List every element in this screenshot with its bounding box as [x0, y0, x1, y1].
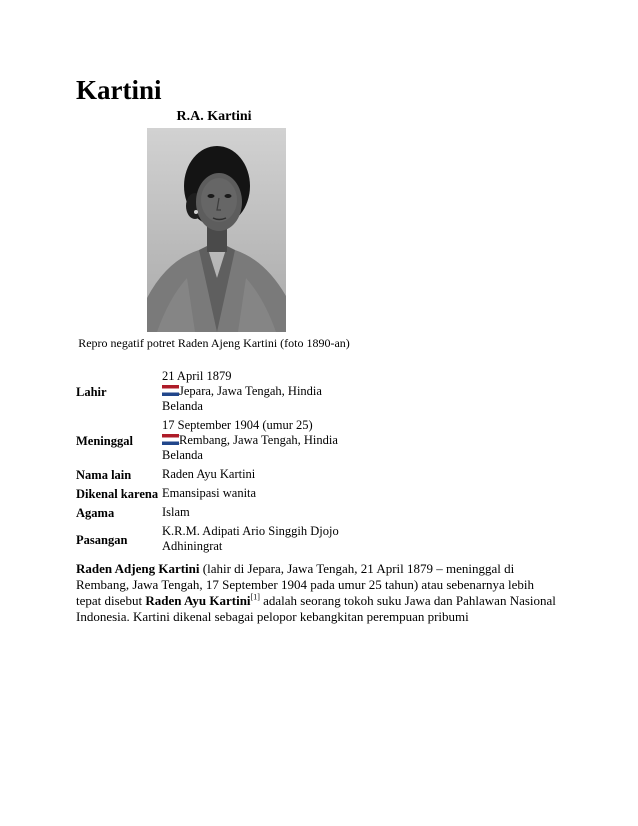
infobox-label: Nama lain: [76, 468, 132, 482]
birth-place[interactable]: Jepara, Jawa Tengah, Hindia Belanda: [162, 384, 322, 413]
infobox-label: Agama: [76, 506, 115, 520]
infobox-label: Dikenal karena: [76, 487, 159, 501]
infobox-value[interactable]: Islam: [162, 505, 190, 519]
infobox-label: Meninggal: [76, 434, 133, 448]
infobox-value: K.R.M. Adipati Ario Singgih Djojo Adhiningrat: [162, 524, 339, 553]
infobox-value: [162, 368, 352, 417]
infobox-row-pasangan: [76, 523, 352, 557]
article-text: adalah seorang tokoh suku Jawa dan Pahlawan Nasional Indonesia. Kartini dikenal sebagai pelopor kebangkitan perempuan pribumi: [76, 593, 556, 624]
death-date: 17 September 1904 (umur 25): [162, 418, 313, 432]
birth-date: 21 April 1879: [162, 369, 232, 383]
infobox-table: [76, 368, 352, 557]
infobox-row-agama: [76, 504, 352, 523]
article-text: (lahir di Jepara, Jawa Tengah, 21 April 1879 – meninggal di Rembang, Jawa Tengah, 17 September 1904 pada umur 25 tahun) atau sebenarnya lebih tepat disebut: [76, 561, 535, 608]
netherlands-flag-icon: [162, 434, 179, 445]
infobox-heading: R.A. Kartini: [176, 109, 252, 124]
portrait-photo: [147, 128, 286, 332]
infobox-value: Raden Ayu Kartini: [162, 467, 256, 481]
infobox-row-nama-lain: [76, 466, 352, 485]
infobox-label: Lahir: [76, 385, 107, 399]
article-subject-name: Raden Adjeng Kartini: [76, 561, 200, 576]
article-alt-name: Raden Ayu Kartini: [145, 593, 251, 608]
image-caption: Repro negatif potret Raden Ajeng Kartini (foto 1890-an): [78, 336, 350, 350]
infobox-label: Pasangan: [76, 532, 128, 547]
footnote-link[interactable]: [1]: [250, 592, 260, 602]
infobox-value: [162, 417, 352, 466]
infobox-value[interactable]: Emansipasi wanita: [162, 486, 257, 500]
article-intro-paragraph: [76, 561, 560, 625]
death-place[interactable]: Rembang, Jawa Tengah, Hindia Belanda: [162, 433, 338, 462]
infobox-row-dikenal-karena: [76, 485, 352, 504]
infobox-row-meninggal: [76, 417, 352, 466]
netherlands-flag-icon: [162, 385, 179, 396]
page-title: Kartini: [76, 75, 162, 105]
infobox-row-lahir: [76, 368, 352, 417]
